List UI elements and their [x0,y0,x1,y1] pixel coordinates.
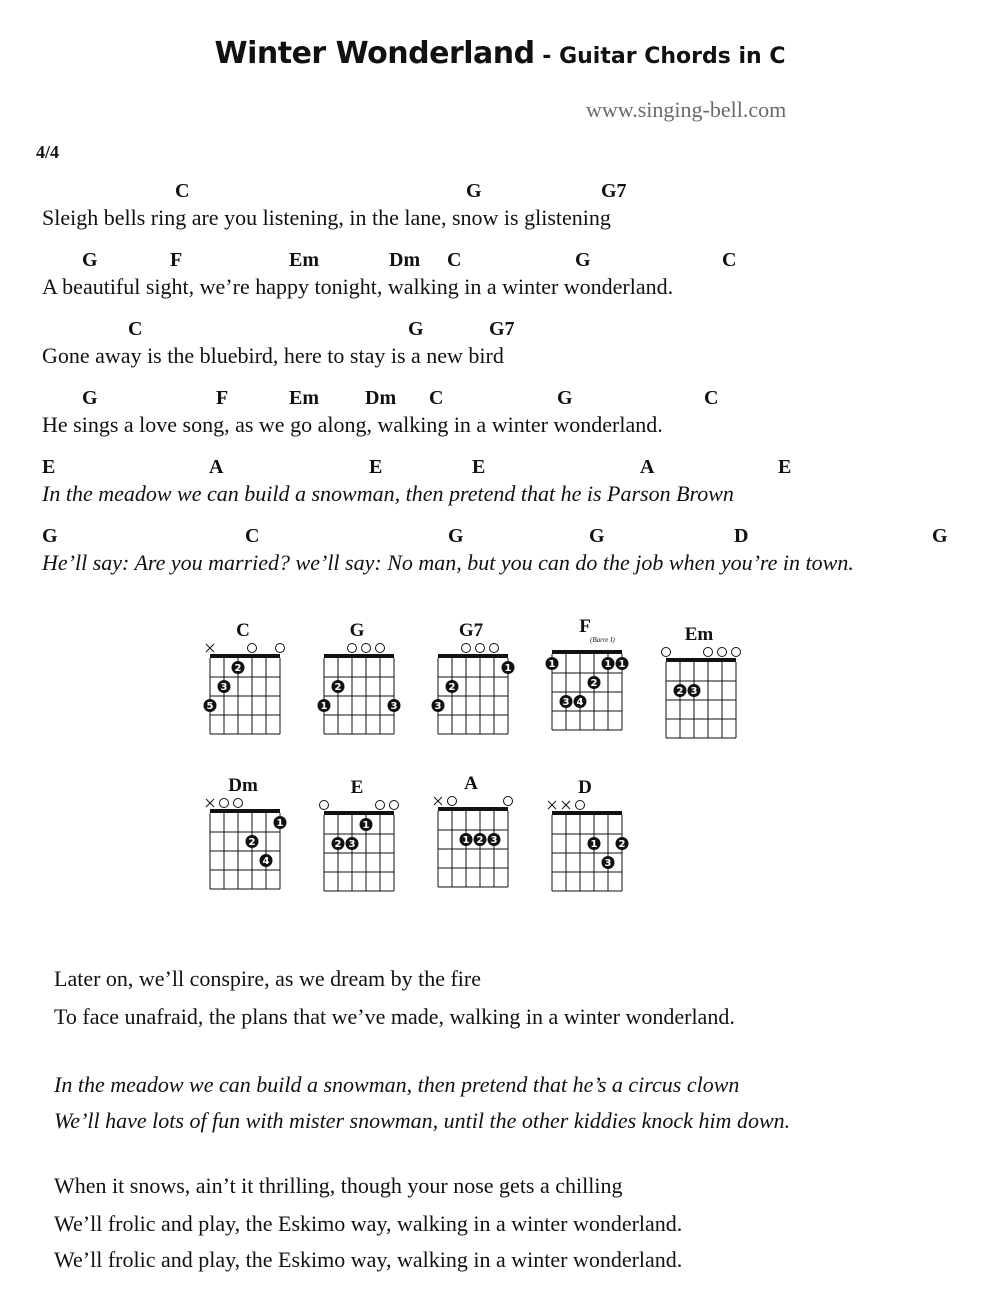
chord-label: Dm [389,249,421,271]
chord-label: G7 [601,180,627,202]
chord-label: C [175,180,190,202]
open-string-marker [220,799,229,808]
chord-diagram-name: Em [684,624,714,645]
chord-diagram-em [644,624,754,774]
chord-label: A [640,456,655,478]
lyric-line: He sings a love song, as we go along, walking in a winter wonderland. [42,412,663,437]
fretboard-nut [210,654,280,658]
fretboard-nut [552,811,622,815]
chord-label: E [369,456,383,478]
open-string-marker [376,801,385,810]
open-string-marker [718,648,727,657]
open-string-marker [234,799,243,808]
open-string-marker [276,644,285,653]
chord-label: G [466,180,482,202]
chord-row [0,456,1000,482]
open-string-marker [348,644,357,653]
chord-label: Em [289,387,319,409]
verse-line: We’ll frolic and play, the Eskimo way, walking in a winter wonderland. [54,1247,683,1272]
chord-label: G [42,525,58,547]
chord-row [0,249,1000,275]
muted-string-marker [562,801,570,809]
lyric-line: Gone away is the bluebird, here to stay is a new bird [42,343,504,368]
fretboard-grid [644,624,754,774]
chord-label: G [408,318,424,340]
open-string-marker [376,644,385,653]
muted-string-marker [206,644,214,652]
chord-label: G [589,525,605,547]
chord-label: G [448,525,464,547]
chord-diagram-c [188,620,298,770]
chord-diagram-name: A [464,773,478,794]
open-string-marker [732,648,741,657]
fretboard-grid [302,620,412,770]
chord-diagram-name: G [349,620,365,641]
lyric-line: Sleigh bells ring are you listening, in the lane, snow is glistening [42,205,611,230]
chord-row [0,525,1000,551]
fretboard-grid [416,620,526,770]
fretboard-grid [188,620,298,770]
muted-string-marker [206,799,214,807]
open-string-marker [390,801,399,810]
finger-number: 3 [390,701,398,712]
chord-label: G [932,525,948,547]
open-string-marker [490,644,499,653]
chord-label: G [575,249,591,271]
chord-diagram-e [302,777,412,927]
chord-label: E [42,456,56,478]
finger-number: 2 [248,837,256,848]
verse-line: When it snows, ain’t it thrilling, though your nose gets a chilling [54,1173,623,1198]
finger-number: 1 [504,663,512,674]
lyric-line: A beautiful sight, we’re happy tonight, walking in a winter wonderland. [42,274,674,299]
chord-label: C [245,525,260,547]
chord-diagram-name: C [236,620,250,641]
finger-number: 3 [490,835,498,846]
verse-line: In the meadow we can build a snowman, then pretend that he’s a circus clown [54,1072,740,1097]
finger-number: 2 [334,682,342,693]
chord-label: E [778,456,792,478]
chord-label: C [429,387,444,409]
finger-number: 1 [618,659,626,670]
finger-number: 3 [604,858,612,869]
chord-label: Dm [365,387,397,409]
open-string-marker [576,801,585,810]
open-string-marker [448,797,457,806]
fretboard-grid [302,777,412,927]
chord-diagram-d [530,777,640,927]
chord-label: D [734,525,749,547]
lyric-line: In the meadow we can build a snowman, then pretend that he is Parson Brown [42,481,734,506]
finger-number: 3 [220,682,228,693]
finger-number: 1 [604,659,612,670]
chord-label: A [209,456,224,478]
chord-label: Em [289,249,319,271]
verse-line: To face unafraid, the plans that we’ve made, walking in a winter wonderland. [54,1004,735,1029]
chord-diagram-name: E [350,777,364,798]
chord-label: G [82,387,98,409]
open-string-marker [662,648,671,657]
fretboard-nut [324,811,394,815]
fretboard-nut [438,654,508,658]
open-string-marker [476,644,485,653]
verse-line: We’ll have lots of fun with mister snowman, until the other kiddies knock him down. [54,1108,791,1133]
finger-number: 2 [618,839,626,850]
open-string-marker [320,801,329,810]
chord-diagram-g7 [416,620,526,770]
chord-diagram-name: F [579,616,591,637]
fretboard-nut [666,658,736,662]
finger-number: 5 [206,701,214,712]
open-string-marker [362,644,371,653]
chord-row [0,387,1000,413]
chord-diagram-name: D [578,777,592,798]
muted-string-marker [434,797,442,805]
finger-number: 3 [434,701,442,712]
finger-number: 2 [676,686,684,697]
chord-label: C [447,249,462,271]
finger-number: 3 [690,686,698,697]
chord-diagram-name: G7 [458,620,484,641]
finger-number: 2 [448,682,456,693]
finger-number: 1 [276,818,284,829]
open-string-marker [704,648,713,657]
chord-label: G7 [489,318,515,340]
fretboard-nut [210,809,280,813]
chord-label: C [128,318,143,340]
finger-number: 1 [590,839,598,850]
lyric-line: He’ll say: Are you married? we’ll say: No man, but you can do the job when you’re in town. [42,550,854,575]
finger-number: 1 [548,659,556,670]
barre-note: (Barre I) [590,636,615,644]
fretboard-nut [324,654,394,658]
verse-line: Later on, we’ll conspire, as we dream by the fire [54,966,481,991]
open-string-marker [248,644,257,653]
chord-label: F [170,249,183,271]
finger-number: 2 [476,835,484,846]
title-separator: - [534,44,560,69]
chord-diagram-a [416,773,526,923]
fretboard-nut [552,650,622,654]
finger-number: 2 [590,678,598,689]
finger-number: 4 [262,856,270,867]
title-subtitle: Guitar Chords in C [559,44,786,69]
chord-label: G [557,387,573,409]
finger-number: 3 [562,697,570,708]
finger-number: 3 [348,839,356,850]
time-signature: 4/4 [36,142,60,162]
fretboard-grid [416,773,526,923]
finger-number: 1 [320,701,328,712]
website-url[interactable]: www.singing-bell.com [586,97,787,122]
finger-number: 1 [362,820,370,831]
chord-label: C [704,387,719,409]
verse-line: We’ll frolic and play, the Eskimo way, walking in a winter wonderland. [54,1211,683,1236]
open-string-marker [462,644,471,653]
fretboard-grid [188,775,298,925]
chord-diagram-g [302,620,412,770]
finger-number: 1 [462,835,470,846]
chord-diagram-name: Dm [228,775,258,796]
chord-label: G [82,249,98,271]
muted-string-marker [548,801,556,809]
open-string-marker [504,797,513,806]
chord-row [0,180,1000,206]
chord-diagram-dm [188,775,298,925]
finger-number: 4 [576,697,584,708]
fretboard-nut [438,807,508,811]
chord-label: E [472,456,486,478]
finger-number: 2 [334,839,342,850]
fretboard-grid [530,616,640,766]
fretboard-grid [530,777,640,927]
finger-number: 2 [234,663,242,674]
chord-row [0,318,1000,344]
chord-diagram-f [530,616,640,766]
chord-label: F [216,387,229,409]
song-title: Winter Wonderland [214,36,535,71]
page-title [0,36,1000,71]
chord-label: C [722,249,737,271]
